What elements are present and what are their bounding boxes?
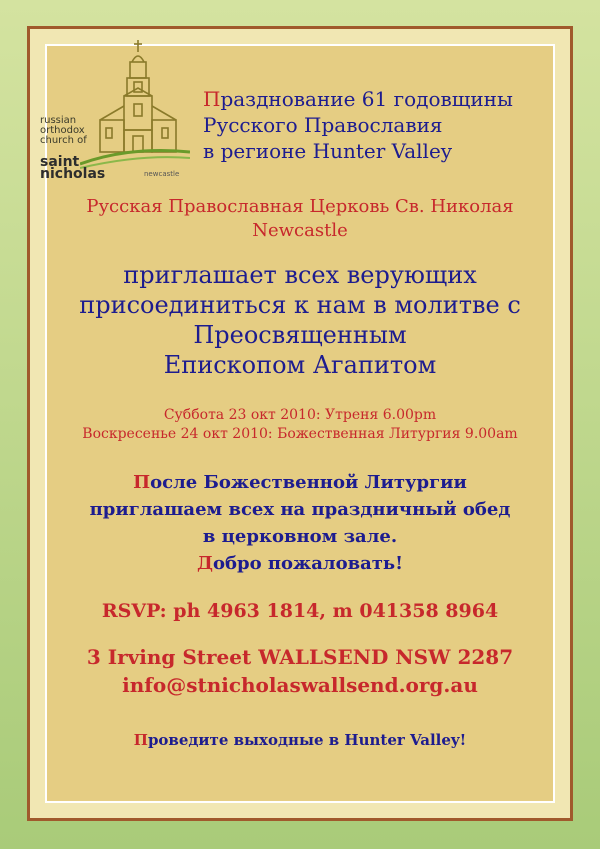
after-line-3: в церковном зале.: [202, 526, 398, 547]
invitation-line-4: Епископом Агапитом: [163, 351, 437, 379]
title-line-2: Русского Православия: [203, 113, 443, 137]
parish-line-2: Newcastle: [252, 220, 348, 241]
title-line-1: [203, 86, 573, 112]
church-logo: [40, 40, 190, 180]
logo-text: [40, 116, 100, 146]
closing-initial: П: [133, 731, 148, 749]
after-line-4: [35, 550, 565, 577]
anniversary-title: [203, 86, 573, 164]
invitation-line-2: присоединиться к нам в молитве с: [79, 291, 521, 319]
invitation-line-1: приглашает всех верующих: [123, 261, 477, 289]
after-initial: П: [133, 472, 151, 493]
schedule-sunday: Воскресенье 24 окт 2010: Божественная Литургия 9.00am: [82, 426, 518, 442]
parish-line-1: Русская Православная Церковь Св. Николая: [86, 196, 514, 217]
logo-nicholas: nicholas: [40, 166, 106, 182]
welcome-initial: Д: [196, 553, 213, 574]
logo-city: newcastle: [144, 170, 180, 178]
after-liturgy-invitation: [35, 469, 565, 577]
welcome-rest: обро пожаловать!: [212, 553, 404, 574]
logo-saint: saint: [40, 154, 80, 170]
parish-name: [35, 195, 565, 243]
logo-line-russian: russian: [40, 115, 77, 126]
church-icon: [80, 40, 190, 170]
service-schedule: [35, 406, 565, 444]
address-block: [35, 643, 565, 699]
closing-rest: роведите выходные в Hunter Valley!: [147, 731, 467, 749]
after-line-1: [35, 469, 565, 496]
invitation-line-3: Преосвященным: [193, 321, 407, 349]
rsvp-contact: RSVP: ph 4963 1814, m 041358 8964: [101, 600, 499, 622]
email-address[interactable]: info@stnicholaswallsend.org.au: [122, 673, 478, 697]
logo-saint-nicholas: [40, 156, 105, 180]
title-line-1-rest: разднование 61 годовщины: [220, 87, 513, 111]
logo-line-orthodox: orthodox: [40, 125, 85, 136]
closing-line: [35, 730, 565, 750]
title-initial: П: [203, 87, 221, 111]
after-line-1-rest: осле Божественной Литургии: [150, 472, 467, 493]
title-line-3: в регионе Hunter Valley: [203, 139, 453, 163]
street-address: 3 Irving Street WALLSEND NSW 2287: [86, 645, 514, 669]
logo-line-church-of: church of: [40, 135, 87, 146]
after-line-2: приглашаем всех на праздничный обед: [89, 499, 511, 520]
invitation: [35, 260, 565, 380]
schedule-saturday: Суббота 23 окт 2010: Утреня 6.00pm: [163, 407, 437, 423]
